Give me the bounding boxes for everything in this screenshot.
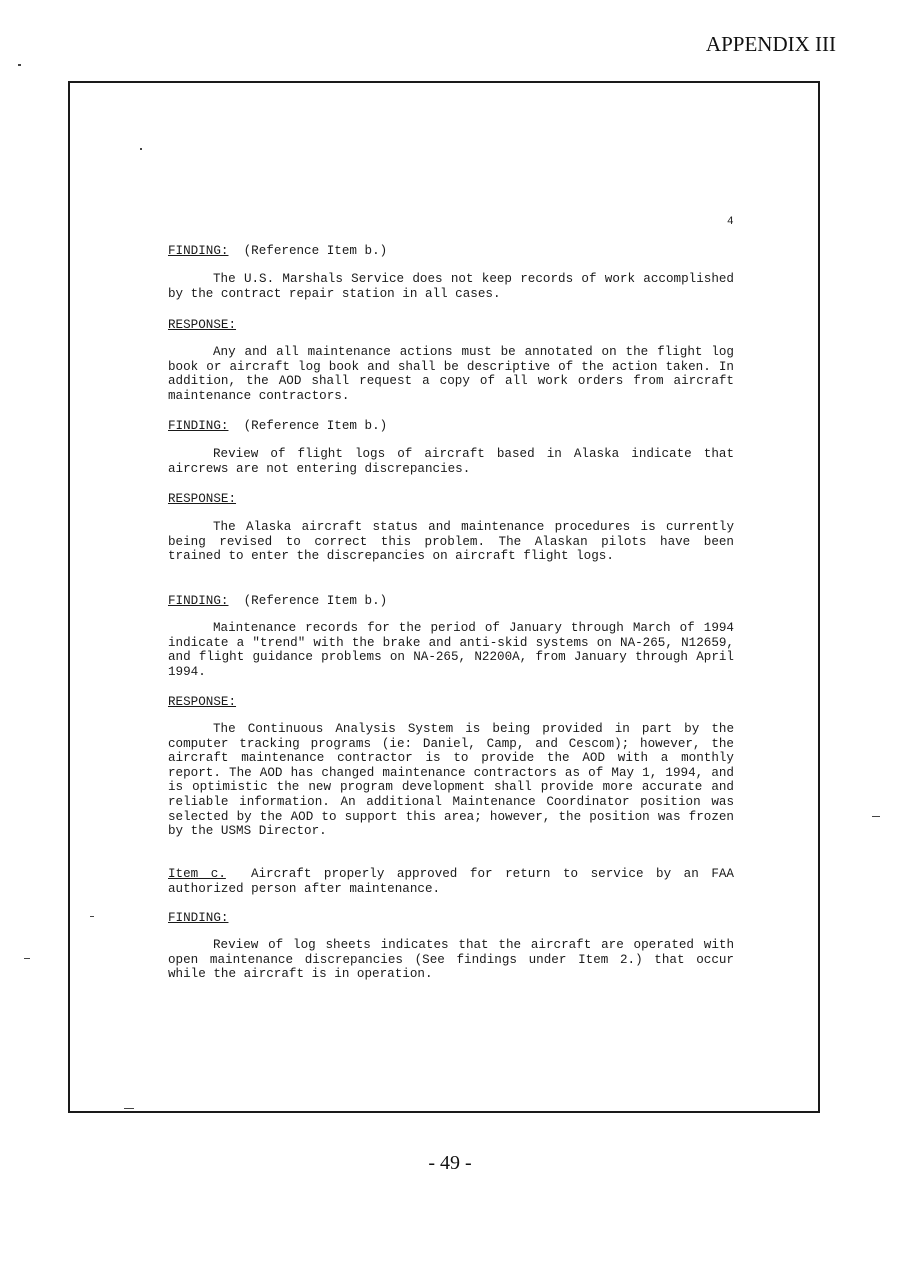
- scan-speck: [140, 148, 142, 150]
- response-label: RESPONSE:: [168, 492, 237, 506]
- item-text: Aircraft properly approved for return to service by an FAA authorized person after maintenance.: [168, 867, 734, 896]
- paragraph: Review of flight logs of aircraft based in Alaska indicate that aircrews are not entering discrepancies.: [168, 447, 734, 476]
- scan-speck: [90, 916, 94, 917]
- finding-text-2: [168, 447, 734, 476]
- appendix-heading: APPENDIX III: [705, 32, 836, 56]
- scan-speck: [18, 64, 21, 66]
- finding-heading-1: [168, 244, 734, 259]
- finding-text-3: [168, 621, 734, 679]
- response-heading-2: [168, 492, 734, 507]
- paragraph: Maintenance records for the period of January through March of 1994 indicate a "trend" with the brake and anti-skid systems on NA-265, N12659, and flight guidance problems on NA-265, N2200A, from January through April 1994.: [168, 621, 734, 679]
- finding-heading-4: [168, 911, 734, 926]
- finding-reference: (Reference Item b.): [243, 419, 388, 433]
- response-heading-3: [168, 695, 734, 710]
- item-c-paragraph: [168, 867, 734, 896]
- scan-speck: [24, 958, 30, 959]
- finding-label: FINDING:: [168, 911, 229, 925]
- paragraph: Any and all maintenance actions must be annotated on the flight log book or aircraft log book and shall be descriptive of the action taken. In addition, the AOD shall request a copy of all work orders from aircraft maintenance contractors.: [168, 345, 734, 403]
- finding-text-4: [168, 938, 734, 982]
- page-number-footer: - 49 -: [428, 1152, 472, 1174]
- paragraph: The Continuous Analysis System is being provided in part by the computer tracking programs (ie: Daniel, Camp, and Cescom); however, the aircraft maintenance contractor is to provide the AOD with a monthly report. The AOD has changed maintenance contractors as of May 1, 1994, and is optimistic the new program development shall provide more accurate and reliable information. An additional Maintenance Coordinator position was selected by the AOD to support this area; however, the position was frozen by the USMS Director.: [168, 722, 734, 839]
- response-label: RESPONSE:: [168, 695, 237, 709]
- finding-reference: (Reference Item b.): [243, 244, 388, 258]
- paragraph: Review of log sheets indicates that the aircraft are operated with open maintenance discrepancies (See findings under Item 2.) that occur while the aircraft is in operation.: [168, 938, 734, 982]
- finding-reference: (Reference Item b.): [243, 594, 388, 608]
- paragraph: The U.S. Marshals Service does not keep records of work accomplished by the contract repair station in all cases.: [168, 272, 734, 301]
- finding-heading-2: [168, 419, 734, 434]
- scan-speck: [124, 1108, 134, 1109]
- paragraph: The Alaska aircraft status and maintenance procedures is currently being revised to correct this problem. The Alaskan pilots have been trained to enter the discrepancies on aircraft flight logs.: [168, 520, 734, 564]
- response-label: RESPONSE:: [168, 318, 237, 332]
- response-text-1: [168, 345, 734, 403]
- finding-label: FINDING:: [168, 419, 229, 433]
- finding-heading-3: [168, 594, 734, 609]
- response-text-3: [168, 722, 734, 839]
- finding-label: FINDING:: [168, 594, 229, 608]
- finding-text-1: [168, 272, 734, 301]
- item-label: Item c.: [168, 867, 226, 881]
- inner-page-number: 4: [727, 216, 734, 228]
- scan-speck: [872, 816, 880, 817]
- response-heading-1: [168, 318, 734, 333]
- finding-label: FINDING:: [168, 244, 229, 258]
- response-text-2: [168, 520, 734, 564]
